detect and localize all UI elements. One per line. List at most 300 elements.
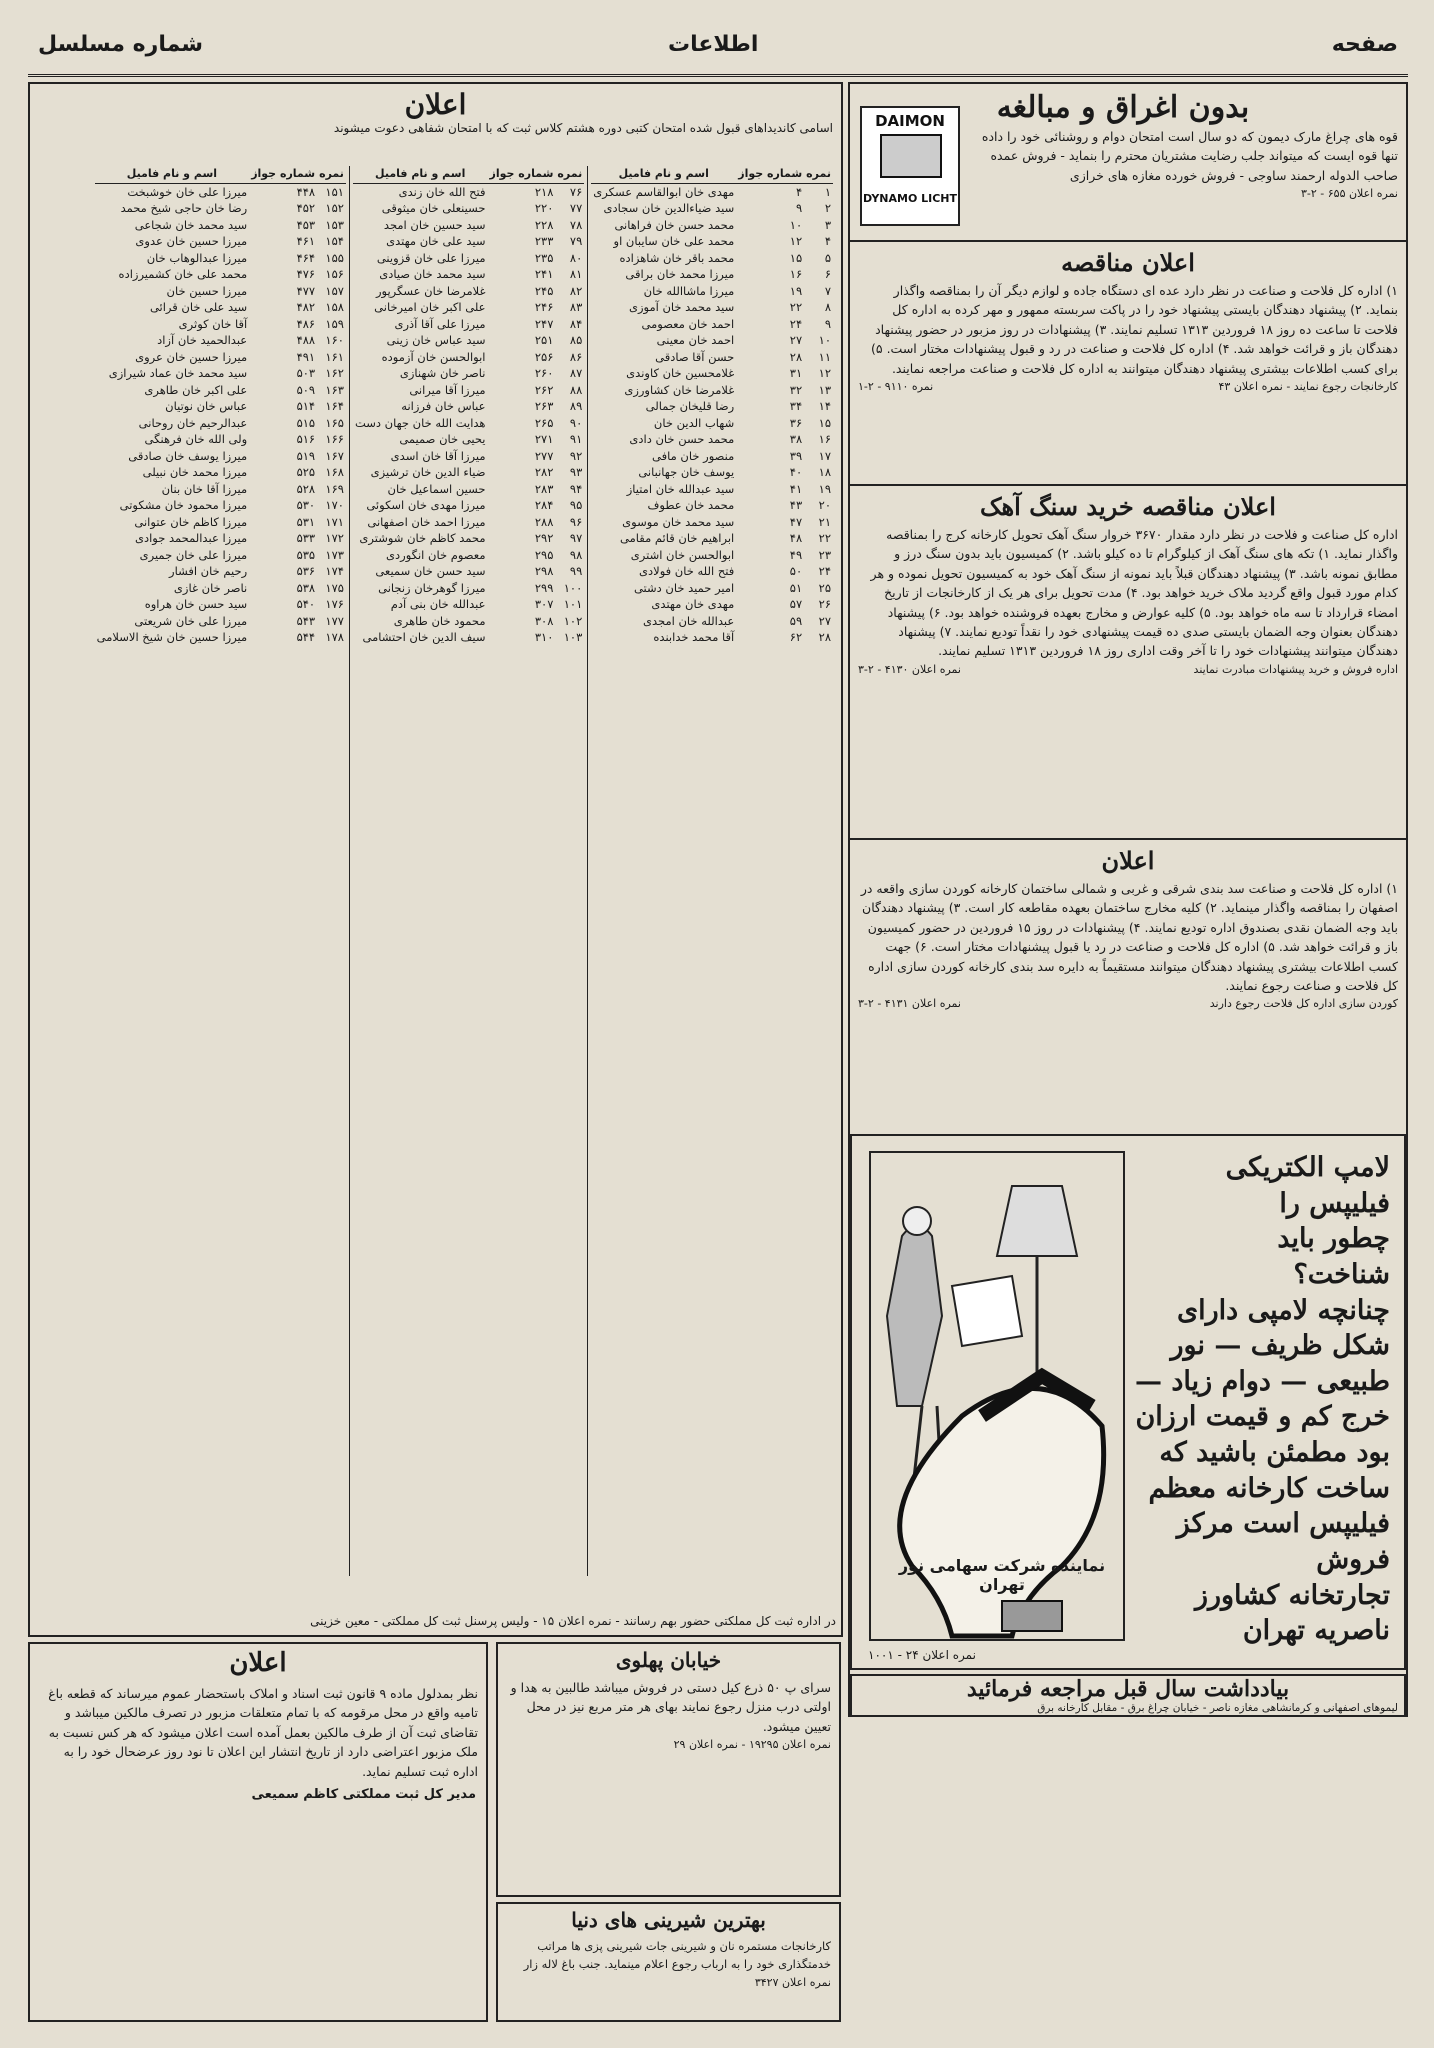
sweets-body: کارخانجات مستمره نان و شیرینی جات شیرینی پزی ها مراتب خدمتگذاری خود را به ارباب رجوع اعلام مینماید. جنب باغ لاله زار — [523, 1939, 831, 1971]
candidate-name: فتح الله خان زندی — [398, 184, 486, 199]
lamp-line: شکل ظریف — نور — [1170, 1330, 1390, 1362]
list-row — [353, 464, 584, 481]
permit-number: ۵۱۴ — [296, 399, 316, 413]
list-row — [95, 382, 346, 399]
tender1-body: ۱) اداره کل فلاحت و صناعت در نظر دارد عده ای دستگاه جاده و لوازم دیگر آن را بمناقصه واگذار بنماید. ۲) پیشنهاد دهندگان بایستی پیشنهاد خود را در پاکت سربسته ممهور و مهر کرده به اداره کل فلاحت تا ساعت ده روز ۱۸ فروردین ۱۳۱۳ تسلیم نمایند. ۳) پیشنهادات در روز مزبور در حضور پیشنهاد دهندگان باز و قرائت خواهد شد. ۴) اداره کل فلاحت و صناعت در رد و قبول پیشنهادات مختار است. ۵) برای کسب اطلاعات بیشتری پیشنهاد دهندگان میتوانند به اداره کل فلاحت و صناعت مراجعه نمایند. — [871, 283, 1398, 376]
header-name: اسم و نام فامیل — [591, 166, 736, 183]
lamp-line: چطور باید — [1277, 1223, 1390, 1255]
list-footer: در اداره ثبت کل مملکتی حضور بهم رسانند - نمره اعلان ۱۵ - ولیس پرسنل ثبت کل مملکتی - معین خزینی — [310, 1614, 836, 1629]
row-number: ۷۶ — [569, 184, 583, 199]
notice3-foot-right: کوردن سازی اداره کل فلاحت رجوع دارند — [1209, 997, 1398, 1011]
list-row — [95, 530, 346, 547]
list-row — [591, 183, 833, 200]
list-row — [353, 283, 584, 300]
list-row — [95, 183, 346, 200]
list-row — [95, 349, 346, 366]
candidate-name: امیر حمید خان دشتی — [633, 580, 735, 595]
candidate-name: ضیاء الدین خان ترشیزی — [370, 465, 486, 479]
candidate-name: غلامرضا خان کشاورزی — [624, 382, 735, 397]
row-number: ۸۸ — [569, 382, 583, 397]
candidate-name: عبدالله خان امجدی — [643, 613, 735, 628]
list-row — [353, 332, 584, 349]
row-number: ۱۵ — [818, 415, 831, 430]
permit-number: ۳۱۰ — [534, 630, 554, 644]
tender2-body: اداره کل صناعت و فلاحت در نظر دارد مقدار ۳۶۷۰ خروار سنگ آهک تحویل کارخانه کرج را بمناقصه واگذار نماید. ۱) تکه های سنگ آهک از کیلوگرام تا ده کیلو باشد. ۲) کمیسیون باید بدون سنگ درز و مطابق نمونه باشد. ۳) پیشنهاد دهندگان قبلاً باید نمونه از سنگ آهک خود به کمیسیون تحویل نموده و هر کدام مورد قبول واقع گردید ملاک خرید خواهد بود. ۴) مدت تحویل برای هر یک از کارخانجات از تاریخ امضاء قرارداد تا سه ماه خواهد بود. ۵) کلیه عوارض و مخارج بعهده فروشنده خواهد بود. ۶) پیشنهاد دهندگان بعنوان وجه الضمان بایستی صدی ده قیمت پیشنهادی خود را نقداً تودیع نمایند. ۷) پیشنهاد دهندگان میتوانند پیشنهادات خود را تا آخر وقت اداری روز ۱۸ فروردین ۱۳۱۳ تسلیم نمایند. — [870, 527, 1398, 659]
list-row — [95, 563, 346, 580]
list-row — [353, 349, 584, 366]
row-number: ۲۳ — [818, 547, 831, 562]
lamp-line: چنانچه لامپی دارای — [1177, 1294, 1390, 1326]
list-row — [95, 613, 346, 630]
candidate-name: غلامرضا خان عسگرپور — [375, 283, 486, 298]
header-no: نمره — [317, 166, 346, 183]
permit-number: ۵۹ — [789, 613, 803, 628]
permit-number: ۳۸ — [789, 432, 803, 446]
tender2-foot-right: اداره فروش و خرید پیشنهادات مبادرت نمایند — [1193, 662, 1398, 676]
row-number: ۷۷ — [569, 201, 583, 215]
candidate-name: میرزا محمد خان نبیلی — [142, 465, 248, 479]
candidate-name: ولی الله خان فرهنگی — [144, 432, 248, 446]
list-row — [591, 250, 833, 267]
permit-number: ۱۵ — [789, 250, 803, 265]
list-row — [591, 431, 833, 448]
header-permit: شماره جواز — [249, 166, 317, 183]
list-row — [353, 250, 584, 267]
permit-number: ۲۱۸ — [534, 184, 554, 199]
permit-number: ۲۲۸ — [534, 217, 554, 232]
row-number: ۱۷۳ — [325, 547, 344, 562]
row-number: ۱۷۸ — [325, 630, 344, 644]
logo-bottom-text: DYNAMO LICHT — [862, 192, 958, 205]
list-row — [353, 382, 584, 399]
list-row — [95, 283, 346, 300]
list-row — [353, 183, 584, 200]
list-row — [95, 431, 346, 448]
row-number: ۱۰۱ — [563, 597, 583, 611]
notice3-title: اعلان — [1101, 846, 1155, 875]
permit-number: ۲۴ — [789, 316, 803, 331]
row-number: ۱۶۴ — [325, 399, 344, 413]
permit-number: ۲۸۸ — [534, 514, 554, 529]
lamp-ad-text — [1130, 1150, 1390, 1649]
permit-number: ۱۹ — [789, 283, 803, 298]
row-number: ۱۶۲ — [325, 366, 344, 380]
daimon-ad-number: نمره اعلان ۶۵۵ - ۲-۳ — [1300, 187, 1398, 201]
candidate-name: مهدی خان ابوالقاسم عسکری — [593, 184, 735, 199]
candidate-name: حسینعلی خان میثوقی — [381, 201, 486, 215]
permit-number: ۴۴۸ — [296, 184, 316, 199]
row-number: ۱۶۰ — [325, 333, 344, 347]
pahlavi-street-ad — [496, 1642, 841, 1897]
candidate-name: میرزا گوهرخان زنجانی — [378, 580, 486, 595]
list-row — [591, 382, 833, 399]
row-number: ۸۷ — [569, 366, 583, 380]
candidate-name: سید محمد خان عماد شیرازی — [108, 366, 248, 380]
candidate-name: میرزا ماشاالله خان — [643, 283, 735, 298]
list-row — [591, 398, 833, 415]
permit-number: ۲۴۱ — [534, 267, 554, 281]
row-number: ۵ — [824, 250, 831, 265]
candidate-name: شهاب الدین خان — [653, 415, 735, 430]
permit-number: ۴۷۷ — [296, 283, 316, 298]
candidate-name: سیف الدین خان احتشامی — [362, 630, 486, 644]
permit-number: ۴۸۶ — [296, 316, 316, 331]
row-number: ۸۳ — [569, 300, 583, 314]
permit-number: ۵۱۶ — [296, 432, 316, 446]
candidate-name: میرزا حسین خان عروی — [135, 349, 248, 364]
row-number: ۱۳ — [818, 382, 831, 397]
permit-number: ۵۴۴ — [296, 630, 316, 644]
list-row — [95, 448, 346, 465]
row-number: ۸۴ — [569, 316, 583, 331]
permit-number: ۲۳۵ — [534, 250, 554, 265]
row-number: ۱۵۴ — [325, 234, 344, 248]
row-number: ۹۰ — [569, 415, 583, 430]
registration-notice — [28, 1642, 488, 2022]
permit-number: ۴۷۶ — [296, 267, 316, 281]
list-row — [353, 217, 584, 234]
row-number: ۲۶ — [818, 597, 831, 611]
list-row — [353, 299, 584, 316]
permit-number: ۲۲۰ — [534, 201, 554, 215]
list-row — [591, 596, 833, 613]
row-number: ۲۴ — [818, 564, 831, 578]
header-name: اسم و نام فامیل — [353, 166, 488, 183]
row-number: ۱۷ — [818, 448, 831, 463]
candidate-name: سید علی خان قرائی — [149, 300, 248, 314]
list-row — [95, 365, 346, 382]
permit-number: ۹ — [795, 201, 803, 215]
list-row — [591, 530, 833, 547]
candidate-name: رضا قلیخان جمالی — [645, 399, 735, 413]
permit-number: ۵۴۰ — [296, 597, 316, 611]
list-row — [353, 266, 584, 283]
candidate-name: ابوالحسن خان آزموده — [381, 349, 486, 364]
list-row — [591, 316, 833, 333]
row-number: ۱۷۰ — [325, 498, 344, 512]
tender2-title: اعلان مناقصه خرید سنگ آهک — [980, 492, 1276, 521]
list-title: اعلان — [404, 88, 467, 121]
candidate-name: حسین اسماعیل خان — [387, 481, 486, 496]
permit-number: ۵۲۵ — [296, 465, 316, 479]
permit-number: ۲۶۳ — [534, 399, 554, 413]
candidate-name: سید عبدالله خان امتیاز — [626, 481, 735, 496]
list-row — [353, 547, 584, 564]
permit-number: ۵۱۹ — [296, 448, 316, 463]
permit-number: ۲۳۳ — [534, 234, 554, 248]
row-number: ۱۶۱ — [325, 349, 344, 364]
permit-number: ۴۵۳ — [296, 217, 316, 232]
row-number: ۹۳ — [569, 465, 583, 479]
list-table — [353, 166, 584, 646]
list-row — [591, 547, 833, 564]
row-number: ۱۷۶ — [325, 597, 344, 611]
row-number: ۸ — [824, 300, 831, 314]
row-number: ۱۰۳ — [563, 630, 583, 644]
list-intro: اسامی کاندیداهای قبول شده امتحان کتبی دوره هشتم کلاس ثبت که با امتحان شفاهی دعوت میشوند — [333, 121, 833, 135]
tender2-foot-left: نمره اعلان ۴۱۳۰ - ۲-۳ — [858, 662, 961, 676]
permit-number: ۵۳۳ — [296, 531, 316, 545]
candidate-name: یحیی خان صمیمی — [399, 432, 486, 446]
permit-number: ۲۸۴ — [534, 498, 554, 512]
list-row — [95, 233, 346, 250]
list-row — [591, 332, 833, 349]
permit-number: ۴۶۴ — [296, 250, 316, 265]
remember-ad — [850, 1674, 1406, 1717]
list-segment-3 — [92, 166, 349, 1576]
list-row — [353, 398, 584, 415]
row-number: ۲۲ — [818, 531, 831, 545]
list-row — [353, 530, 584, 547]
tender1-title: اعلان مناقصه — [1061, 248, 1195, 277]
header-permit: شماره جواز — [736, 166, 804, 183]
row-number: ۱۷۷ — [325, 613, 344, 628]
row-number: ۱۸ — [818, 465, 831, 479]
candidate-name: میرزا آقا خان بنان — [161, 481, 248, 496]
candidate-name: میرزا علی خان جمیری — [139, 547, 248, 562]
candidate-name: محمد خان عطوف — [647, 498, 735, 512]
row-number: ۱ — [824, 184, 831, 199]
permit-number: ۲۴۶ — [534, 300, 554, 314]
candidate-name: میرزا احمد خان اصفهانی — [367, 514, 486, 529]
row-number: ۱۰ — [818, 333, 831, 347]
candidate-name: میرزا آقا خان اسدی — [390, 448, 486, 463]
permit-number: ۴۳ — [789, 498, 803, 512]
row-number: ۱۵۹ — [325, 316, 344, 331]
row-number: ۱۶۵ — [325, 415, 344, 430]
candidate-name: ناصر خان شهنازی — [399, 366, 486, 380]
newspaper-name: اطلاعات — [668, 32, 759, 57]
row-number: ۴ — [824, 234, 831, 248]
candidate-name: علی اکبر خان امیرخانی — [374, 300, 486, 314]
list-row — [353, 448, 584, 465]
sweets-ad — [496, 1902, 841, 2022]
row-number: ۹۶ — [569, 514, 583, 529]
list-row — [591, 613, 833, 630]
candidate-name: محمد حسن خان دادی — [629, 432, 735, 446]
tender1-foot-left: نمره ۹۱۱۰ - ۲-۱ — [858, 379, 934, 393]
candidate-name: معصوم خان انگوردی — [386, 547, 486, 562]
permit-number: ۴۶۱ — [296, 234, 316, 248]
list-row — [353, 415, 584, 432]
list-row — [95, 596, 346, 613]
list-row — [95, 250, 346, 267]
row-number: ۱۵۸ — [325, 300, 344, 314]
permit-number: ۶۲ — [789, 630, 803, 644]
permit-number: ۴۱ — [789, 481, 803, 496]
list-row — [591, 266, 833, 283]
list-row — [591, 200, 833, 217]
lamp-ad-number: نمره اعلان ۲۴ - ۱۰۰۱ — [868, 1648, 976, 1662]
list-row — [353, 200, 584, 217]
candidate-name: هدایت الله خان جهان دست — [354, 415, 486, 430]
candidate-name: ابراهیم خان قائم مقامی — [620, 531, 735, 545]
permit-number: ۴۹۱ — [296, 349, 316, 364]
list-row — [353, 481, 584, 498]
permit-number: ۵۰۹ — [296, 382, 316, 397]
list-row — [95, 217, 346, 234]
candidate-name: آقا خان کوثری — [178, 316, 248, 331]
candidate-name: محمد حسن خان فراهانی — [614, 217, 735, 232]
sweets-ad-number: نمره اعلان ۳۴۲۷ — [754, 1975, 831, 1989]
candidate-name: محمود خان طاهری — [393, 613, 486, 628]
permit-number: ۴۵۲ — [296, 201, 316, 215]
row-number: ۱۰۰ — [563, 580, 583, 595]
row-number: ۱۵۱ — [325, 184, 344, 199]
permit-number: ۴۷ — [789, 514, 803, 529]
candidate-name: محمد کاظم خان شوشتری — [359, 531, 486, 545]
candidate-name: فتح الله خان فولادی — [639, 564, 735, 578]
permit-number: ۲۵۶ — [534, 349, 554, 364]
lamp-line: بود مطمئن باشید که — [1159, 1437, 1390, 1468]
list-row — [95, 398, 346, 415]
header-name: اسم و نام فامیل — [95, 166, 250, 183]
list-row — [591, 217, 833, 234]
notice3-foot-left: نمره اعلان ۴۱۳۱ - ۲-۳ — [858, 997, 961, 1011]
permit-number: ۲۹۸ — [534, 564, 554, 578]
candidate-name: احمد خان معصومی — [641, 316, 735, 331]
list-row — [353, 580, 584, 597]
list-row — [591, 481, 833, 498]
permit-number: ۵۳۵ — [296, 547, 316, 562]
candidate-name: میرزا یوسف خان صادقی — [128, 448, 248, 463]
row-number: ۱۱ — [818, 349, 831, 364]
ads-column — [848, 82, 1408, 1717]
candidate-name: میرزا آقا میرانی — [409, 382, 486, 397]
row-number: ۱۴ — [818, 399, 831, 413]
permit-number: ۲۸۲ — [534, 465, 554, 479]
permit-number: ۳۱ — [789, 366, 803, 380]
permit-number: ۲۲ — [789, 300, 803, 314]
battery-icon — [880, 134, 942, 178]
list-row — [353, 365, 584, 382]
row-number: ۷۸ — [569, 217, 583, 232]
candidate-name: سید محمد خان صیادی — [379, 267, 486, 281]
candidate-name: میرزا حسین خان عدوی — [135, 234, 248, 248]
remember-body: لیموهای اصفهانی و کرمانشاهی مغازه ناصر - خیابان چراغ برق - مقابل کارخانه برق — [1037, 1702, 1398, 1714]
permit-number: ۳۶ — [789, 415, 803, 430]
candidate-name: سید محمد خان شجاعی — [134, 217, 248, 232]
list-row — [591, 349, 833, 366]
permit-number: ۳۰۷ — [534, 597, 554, 611]
candidate-name: غلامحسین خان کاوندی — [626, 366, 735, 380]
candidate-name: میرزا حسین خان شیخ الاسلامی — [96, 630, 248, 644]
candidate-name: حسن آقا صادقی — [655, 349, 735, 364]
header-no: نمره — [804, 166, 833, 183]
lamp-line: ناصریه تهران — [1242, 1615, 1390, 1647]
list-row — [591, 563, 833, 580]
permit-number: ۵۰۳ — [296, 366, 316, 380]
row-number: ۹۷ — [569, 531, 583, 545]
candidate-name: سید حسن خان هراوه — [144, 597, 248, 611]
candidate-name: سید حسین خان امجد — [383, 217, 486, 232]
candidate-name: میرزا محمود خان مشکوتی — [119, 498, 248, 512]
row-number: ۷ — [824, 283, 831, 298]
list-row — [95, 332, 346, 349]
list-row — [95, 580, 346, 597]
row-number: ۱۲ — [818, 366, 831, 380]
permit-number: ۲۶۵ — [534, 415, 554, 430]
candidate-name: میرزا عبدالمحمد جوادی — [134, 531, 248, 545]
candidate-name: سید محمد خان موسوی — [622, 514, 735, 529]
permit-number: ۲۵۱ — [534, 333, 554, 347]
list-row — [95, 629, 346, 646]
list-row — [95, 266, 346, 283]
street-body: سرای پ ۵۰ ذرع کیل دستی در فروش میباشد طالبین به هدا و اولتی درب منزل رجوع نمایند بهای هر متر مربع نیز در محل تعیین میشود. — [510, 1680, 831, 1734]
list-row — [353, 629, 584, 646]
list-table — [95, 166, 346, 646]
candidate-name: میرزا حسین خان — [166, 283, 248, 298]
candidate-name: محمد علی خان کشمیرزاده — [118, 267, 248, 281]
permit-number: ۳۰۸ — [534, 613, 554, 628]
logo-top-text: DAIMON — [875, 112, 945, 130]
row-number: ۲۰ — [818, 498, 831, 512]
list-row — [591, 233, 833, 250]
row-number: ۲۵ — [818, 580, 831, 595]
candidate-name: میرزا عبدالوهاب خان — [146, 250, 248, 265]
candidate-name: ابوالحسن خان اشتری — [630, 547, 735, 562]
list-row — [95, 547, 346, 564]
candidate-name: عبدالرحیم خان روحانی — [138, 415, 248, 430]
row-number: ۲ — [824, 201, 831, 215]
permit-number: ۵۲۸ — [296, 481, 316, 496]
permit-number: ۴۸۲ — [296, 300, 316, 314]
row-number: ۸۱ — [569, 267, 583, 281]
registration-body: نظر بمدلول ماده ۹ قانون ثبت اسناد و املاک باستحضار عموم میرساند که قطعه باغ تامیه واقع در محل مرقومه که با تمام متعلقات مزبور در تصرف مالکین میباشد و تقاضای ثبت آن از طرف مالکین بعمل آمده است اعلان میشود که هر کس نسبت به ملک مزبور اعتراضی دارد از تاریخ انتشار این اعلان تا نود روز عرضحال خود را به اداره ثبت تسلیم نماید. — [48, 1686, 478, 1779]
permit-number: ۲۸ — [789, 349, 803, 364]
row-number: ۹۵ — [569, 498, 583, 512]
row-number: ۱۵۵ — [325, 250, 344, 265]
candidate-name: رحیم خان افشار — [169, 564, 248, 578]
tender2 — [850, 486, 1406, 838]
permit-number: ۵۱۵ — [296, 415, 316, 430]
lamp-line: فیلیپس است مرکز فروش — [1176, 1508, 1390, 1575]
candidate-name: میرزا علی خان خوشبخت — [127, 184, 248, 199]
list-row — [353, 233, 584, 250]
candidate-name: احمد خان معینی — [656, 333, 735, 347]
list-segment-2 — [349, 166, 587, 1576]
permit-number: ۵۳۰ — [296, 498, 316, 512]
list-row — [95, 497, 346, 514]
list-row — [353, 613, 584, 630]
list-row — [591, 497, 833, 514]
daimon-heading: بدون اغراق و مبالغه — [996, 90, 1250, 125]
list-row — [591, 629, 833, 646]
row-number: ۷۹ — [569, 234, 583, 248]
lamp-line: فیلیپس را — [1279, 1187, 1390, 1219]
list-row — [95, 481, 346, 498]
permit-number: ۳۴ — [789, 399, 803, 413]
list-row — [353, 596, 584, 613]
candidate-name: عبدالحمید خان آزاد — [157, 333, 248, 347]
candidate-name: مهدی خان مهتدی — [651, 597, 735, 611]
list-row — [353, 497, 584, 514]
permit-number: ۲۹۹ — [534, 580, 554, 595]
row-number: ۹۹ — [569, 564, 583, 578]
list-row — [95, 316, 346, 333]
candidate-list — [28, 82, 843, 1637]
list-row — [95, 299, 346, 316]
header-permit: شماره جواز — [488, 166, 556, 183]
row-number: ۱۵۳ — [325, 217, 344, 232]
list-row — [95, 415, 346, 432]
list-row — [591, 464, 833, 481]
row-number: ۱۷۵ — [325, 580, 344, 595]
masthead — [28, 22, 1408, 77]
list-segment-1 — [587, 166, 836, 1576]
permit-number: ۱۰ — [789, 217, 803, 232]
list-row — [353, 514, 584, 531]
